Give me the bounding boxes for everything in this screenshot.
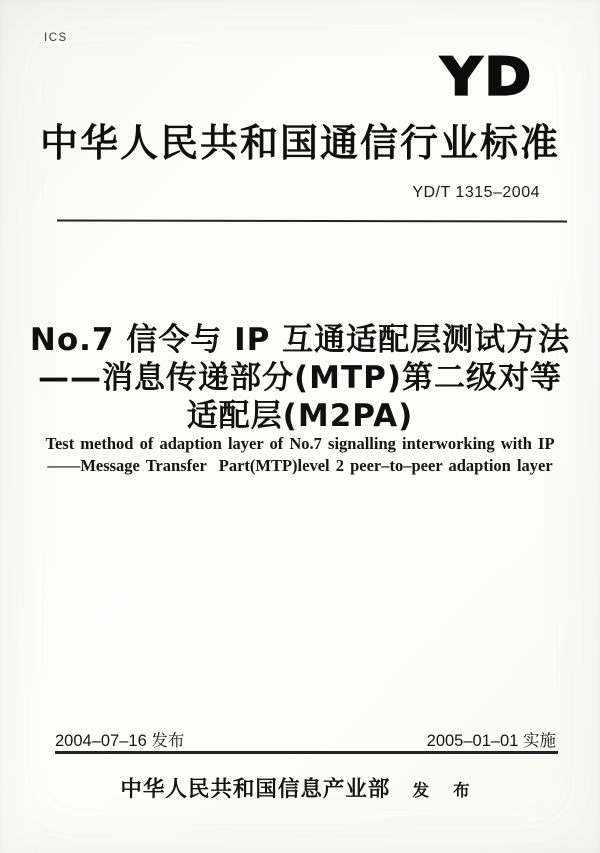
title-en-line2: ——Message Transfer Part(MTP)level 2 peer–to–peer adaption layer [47, 456, 553, 475]
title-chinese [0, 321, 600, 435]
title-cn-line1: No.7 信令与 IP 互通适配层测试方法 [29, 322, 571, 358]
publisher-row [0, 772, 600, 803]
standard-number: YD/T 1315–2004 [412, 184, 540, 201]
title-cn-line3: 适配层(M2PA) [186, 398, 414, 434]
title-en-line1: Test method of adaption layer of No.7 signalling interworking with IP [45, 434, 555, 453]
publish-label: 发 布 [412, 781, 480, 800]
issue-date: 2004–07–16 发布 [55, 732, 185, 750]
publisher-name: 中华人民共和国信息产业部 [120, 777, 391, 801]
title-english [0, 433, 600, 477]
implement-date: 2005–01–01 实施 [426, 732, 556, 750]
ics-label: ICS [44, 32, 68, 44]
title-cn-line2: ——消息传递部分(MTP)第二级对等 [37, 360, 563, 396]
footer-divider-line [55, 751, 558, 754]
header-divider-line [57, 219, 567, 222]
yd-logo: YD [440, 47, 534, 108]
dates-row [55, 727, 556, 751]
standard-heading: 中华人民共和国通信行业标准 [39, 121, 560, 165]
